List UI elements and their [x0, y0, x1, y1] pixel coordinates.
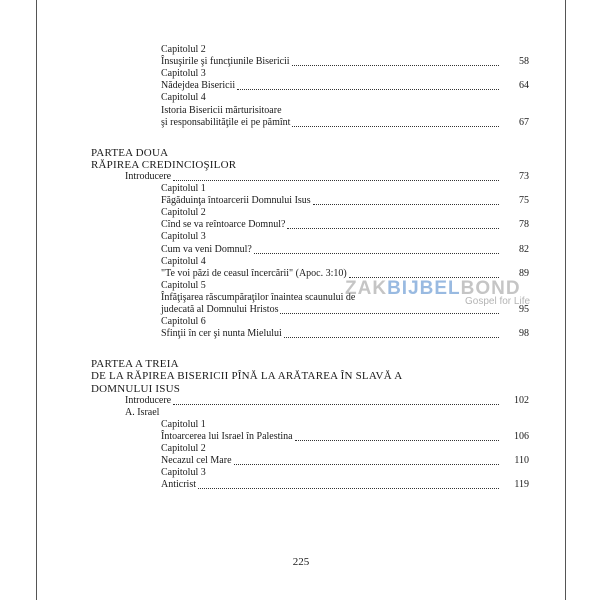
- dot-leader: [292, 126, 499, 127]
- toc-entry-label: Capitolul 1: [161, 418, 206, 430]
- toc-entry-label: şi responsabilităţile ei pe pămînt: [161, 116, 291, 128]
- toc-entry-label: Capitolul 1: [161, 183, 206, 194]
- toc-entry-label: Capitolul 2: [161, 207, 206, 219]
- toc-heading: PARTEA DOUA: [91, 146, 169, 159]
- toc-entry-label: Însuşirile şi funcţiunile Bisericii: [161, 56, 290, 68]
- toc-heading: RĂPIREA CREDINCIOŞILOR: [91, 158, 237, 171]
- toc-entry-label: Cînd se va reîntoarce Domnul?: [161, 219, 286, 231]
- toc-heading: DE LA RĂPIREA BISERICII PÎNĂ LA ARĂTAREA ÎN SLAVĂ A: [91, 370, 403, 383]
- watermark-tagline: Gospel for Life: [465, 296, 531, 307]
- book-page: [36, 0, 566, 600]
- toc-entry-label: Capitolul 4: [161, 255, 206, 267]
- toc-page-number: 73: [519, 170, 529, 182]
- toc-page-number: 119: [514, 479, 529, 491]
- toc-entry-label: Istoria Bisericii mărturisitoare: [161, 104, 282, 116]
- dot-leader: [349, 277, 499, 278]
- toc-entry-label: Introducere: [125, 394, 172, 406]
- watermark-part2: BIJBEL: [387, 278, 461, 299]
- dot-leader: [313, 204, 499, 205]
- dot-leader: [234, 464, 499, 465]
- toc-entry-label: Sfinţii în cer şi nunta Mielului: [161, 328, 282, 340]
- toc-entry-label: "Te voi păzi de ceasul încercării" (Apoc. 3:10): [161, 267, 347, 279]
- toc-entry-label: A. Israel: [125, 406, 160, 418]
- toc-page-number: 95: [519, 304, 529, 315]
- toc-entry-label: Capitolul 4: [161, 92, 206, 104]
- watermark-part1: ZAK: [345, 278, 388, 299]
- toc-entry-label: Capitolul 2: [161, 443, 206, 454]
- watermark-part3: BOND: [460, 278, 521, 299]
- dot-leader: [237, 89, 499, 90]
- toc-entry-label: Nădejdea Bisericii: [161, 80, 236, 92]
- dot-leader: [280, 313, 499, 314]
- toc-entry-label: Anticrist: [161, 479, 196, 491]
- toc-page-number: 67: [519, 116, 529, 128]
- toc-page-number: 98: [519, 328, 529, 340]
- toc-page-number: 75: [519, 195, 529, 207]
- toc-entry-label: Introducere: [125, 170, 172, 182]
- toc-entry-label: Capitolul 3: [161, 68, 206, 80]
- table-of-contents: [37, 0, 565, 600]
- toc-entry-label: Capitolul 5: [161, 279, 206, 291]
- toc-page-number: 64: [519, 80, 529, 92]
- toc-heading: PARTEA A TREIA: [91, 358, 179, 371]
- toc-heading: DOMNULUI ISUS: [91, 382, 181, 395]
- toc-entry-label: Capitolul 6: [161, 316, 206, 328]
- dot-leader: [198, 488, 499, 489]
- toc-page-number: 78: [519, 219, 529, 231]
- toc-page-number: 58: [519, 56, 529, 68]
- toc-entry-label: Capitolul 2: [161, 44, 206, 55]
- dot-leader: [173, 180, 499, 181]
- dot-leader: [254, 253, 499, 254]
- toc-entry-label: Întoarcerea lui Israel în Palestina: [161, 430, 293, 442]
- dot-leader: [292, 65, 499, 66]
- toc-entry-label: Necazul cel Mare: [161, 455, 232, 467]
- toc-page-number: 82: [519, 243, 529, 255]
- toc-entry-label: Înfăţişarea răscumpăraţilor înaintea scaunului de: [161, 291, 356, 303]
- page-number: 225: [292, 556, 310, 568]
- toc-entry-label: Capitolul 3: [161, 231, 206, 243]
- toc-page-number: 110: [514, 455, 529, 467]
- toc-page-number: 89: [519, 267, 529, 279]
- toc-page-number: 102: [514, 394, 529, 406]
- toc-entry-label: Făgăduinţa întoarcerii Domnului Isus: [161, 195, 311, 207]
- toc-entry-label: Capitolul 3: [161, 467, 206, 479]
- toc-entry-label: Cum va veni Domnul?: [161, 243, 252, 255]
- dot-leader: [287, 228, 499, 229]
- dot-leader: [173, 404, 499, 405]
- toc-page-number: 106: [514, 430, 529, 442]
- dot-leader: [295, 440, 499, 441]
- dot-leader: [284, 337, 499, 338]
- toc-entry-label: judecată al Domnului Hristos: [161, 304, 279, 315]
